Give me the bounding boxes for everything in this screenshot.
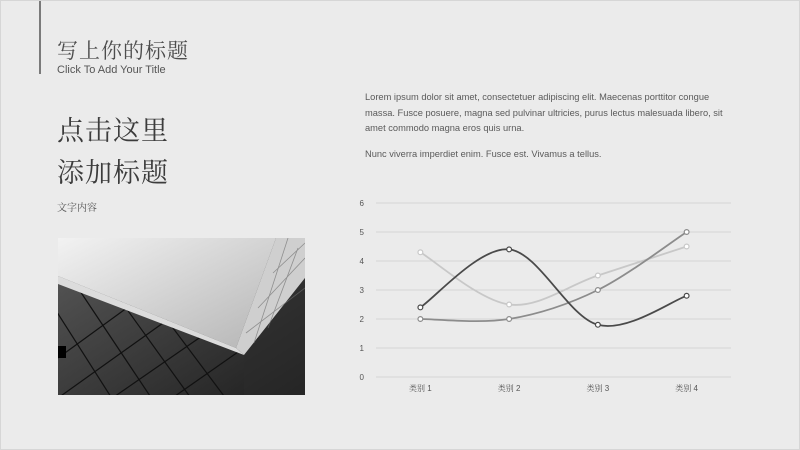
body-paragraph[interactable]: Lorem ipsum dolor sit amet, consectetuer adipiscing elit. Maecenas porttitor congue massa. Fusce posuere, magna sed pulvinar ultricies, purus lectus malesuada libero, sit amet commodo magna eros quis urna. (365, 92, 723, 133)
slide-title[interactable]: 写上你的标题 (57, 39, 189, 63)
architecture-photo-image (58, 238, 305, 395)
line-chart (356, 193, 746, 403)
x-tick-label: 类别 1 (409, 384, 432, 393)
y-tick-label: 6 (359, 199, 364, 208)
x-tick-label: 类别 2 (497, 384, 521, 393)
series-2-point (418, 250, 423, 255)
series-3-point (418, 317, 423, 322)
x-tick-label: 类别 4 (675, 384, 698, 393)
series-2-point (595, 273, 600, 278)
series-2-point (684, 244, 689, 249)
slide-subtitle[interactable]: Click To Add Your Title (57, 64, 166, 76)
series-1-point (595, 322, 600, 327)
accent-bar (39, 1, 41, 74)
series-1-point (418, 305, 423, 310)
series-3-line (420, 232, 686, 321)
architecture-photo (58, 238, 305, 395)
y-tick-label: 0 (359, 373, 364, 382)
heading-line-2[interactable]: 添加标题 (57, 158, 169, 189)
y-tick-label: 4 (359, 257, 364, 266)
series-1-point (507, 247, 512, 252)
y-tick-label: 3 (359, 286, 364, 295)
series-3-point (595, 288, 600, 293)
y-tick-label: 2 (359, 315, 364, 324)
x-tick-label: 类别 3 (586, 384, 610, 393)
series-2-point (507, 302, 512, 307)
series-3-point (684, 230, 689, 235)
body-paragraph-2[interactable]: Nunc viverra imperdiet enim. Fusce est. Vivamus a tellus. (365, 149, 602, 159)
series-3-point (507, 317, 512, 322)
y-tick-label: 5 (359, 228, 364, 237)
heading-line-1[interactable]: 点击这里 (57, 116, 169, 147)
y-tick-label: 1 (359, 344, 364, 353)
content-label[interactable]: 文字内容 (57, 203, 97, 214)
series-1-point (684, 293, 689, 298)
series-2-line (420, 247, 686, 305)
